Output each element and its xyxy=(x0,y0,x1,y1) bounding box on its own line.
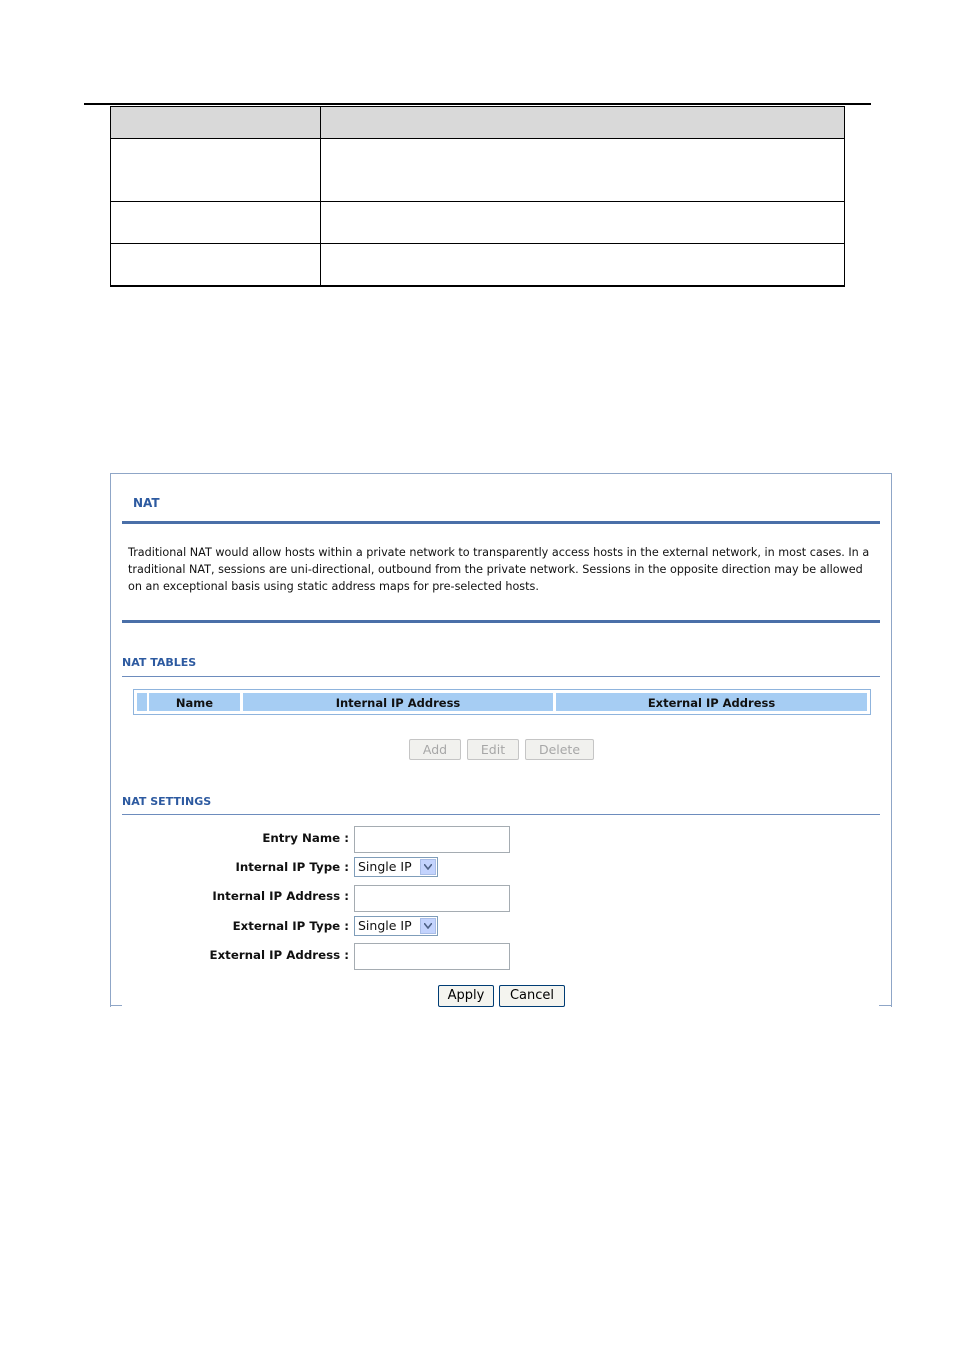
table-cell xyxy=(321,107,845,139)
internal-ip-type-value: Single IP xyxy=(358,859,412,874)
external-ip-address-label: External IP Address : xyxy=(209,948,349,962)
panel-corner-left xyxy=(110,1005,122,1006)
table-cell xyxy=(111,202,321,244)
table-cell xyxy=(321,202,845,244)
nat-settings-title: NAT SETTINGS xyxy=(122,795,212,808)
table-header-internal-ip: Internal IP Address xyxy=(242,692,554,712)
table-cell xyxy=(111,139,321,202)
table-cell xyxy=(321,244,845,287)
external-ip-address-input[interactable] xyxy=(354,943,510,970)
page-top-rule xyxy=(84,103,871,105)
nat-title: NAT xyxy=(133,496,160,510)
cancel-button[interactable]: Cancel xyxy=(499,985,565,1007)
table-row xyxy=(111,139,845,202)
table-header-external-ip: External IP Address xyxy=(555,692,868,712)
table-cell xyxy=(111,107,321,139)
external-ip-type-label: External IP Type : xyxy=(232,919,349,933)
nat-settings-rule xyxy=(122,814,880,815)
internal-ip-type-label: Internal IP Type : xyxy=(235,860,349,874)
table-header-name: Name xyxy=(148,692,241,712)
internal-ip-address-input[interactable] xyxy=(354,885,510,912)
apply-button[interactable]: Apply xyxy=(438,985,494,1007)
nat-table xyxy=(133,689,871,715)
delete-button[interactable]: Delete xyxy=(525,739,594,760)
internal-ip-address-label: Internal IP Address : xyxy=(212,889,349,903)
nat-panel xyxy=(110,473,892,1007)
external-ip-type-select[interactable] xyxy=(354,916,438,936)
parameter-table-header xyxy=(111,107,845,139)
table-header-select xyxy=(136,692,148,712)
entry-name-label: Entry Name : xyxy=(262,831,349,845)
external-ip-type-value: Single IP xyxy=(358,918,412,933)
edit-button[interactable]: Edit xyxy=(467,739,519,760)
nat-tables-title: NAT TABLES xyxy=(122,656,197,669)
entry-name-input[interactable] xyxy=(354,826,510,853)
add-button[interactable]: Add xyxy=(409,739,461,760)
table-row xyxy=(111,202,845,244)
chevron-down-icon[interactable] xyxy=(420,918,436,934)
table-cell xyxy=(321,139,845,202)
panel-corner-right xyxy=(879,1005,891,1006)
internal-ip-type-select[interactable] xyxy=(354,857,438,877)
description-rule xyxy=(122,620,880,623)
nat-title-rule xyxy=(122,521,880,524)
parameter-table xyxy=(110,106,845,287)
chevron-down-icon[interactable] xyxy=(420,859,436,875)
nat-tables-rule xyxy=(122,676,880,677)
table-cell xyxy=(111,244,321,287)
nat-description: Traditional NAT would allow hosts within a private network to transparently access hosts in the external network, in most cases. In a traditional NAT, sessions are uni-directional, outbound from the private network. Sessions in the opposite direction may be allowed on an exceptional basis using static address maps for pre-selected hosts. xyxy=(128,546,870,593)
table-row xyxy=(111,244,845,287)
